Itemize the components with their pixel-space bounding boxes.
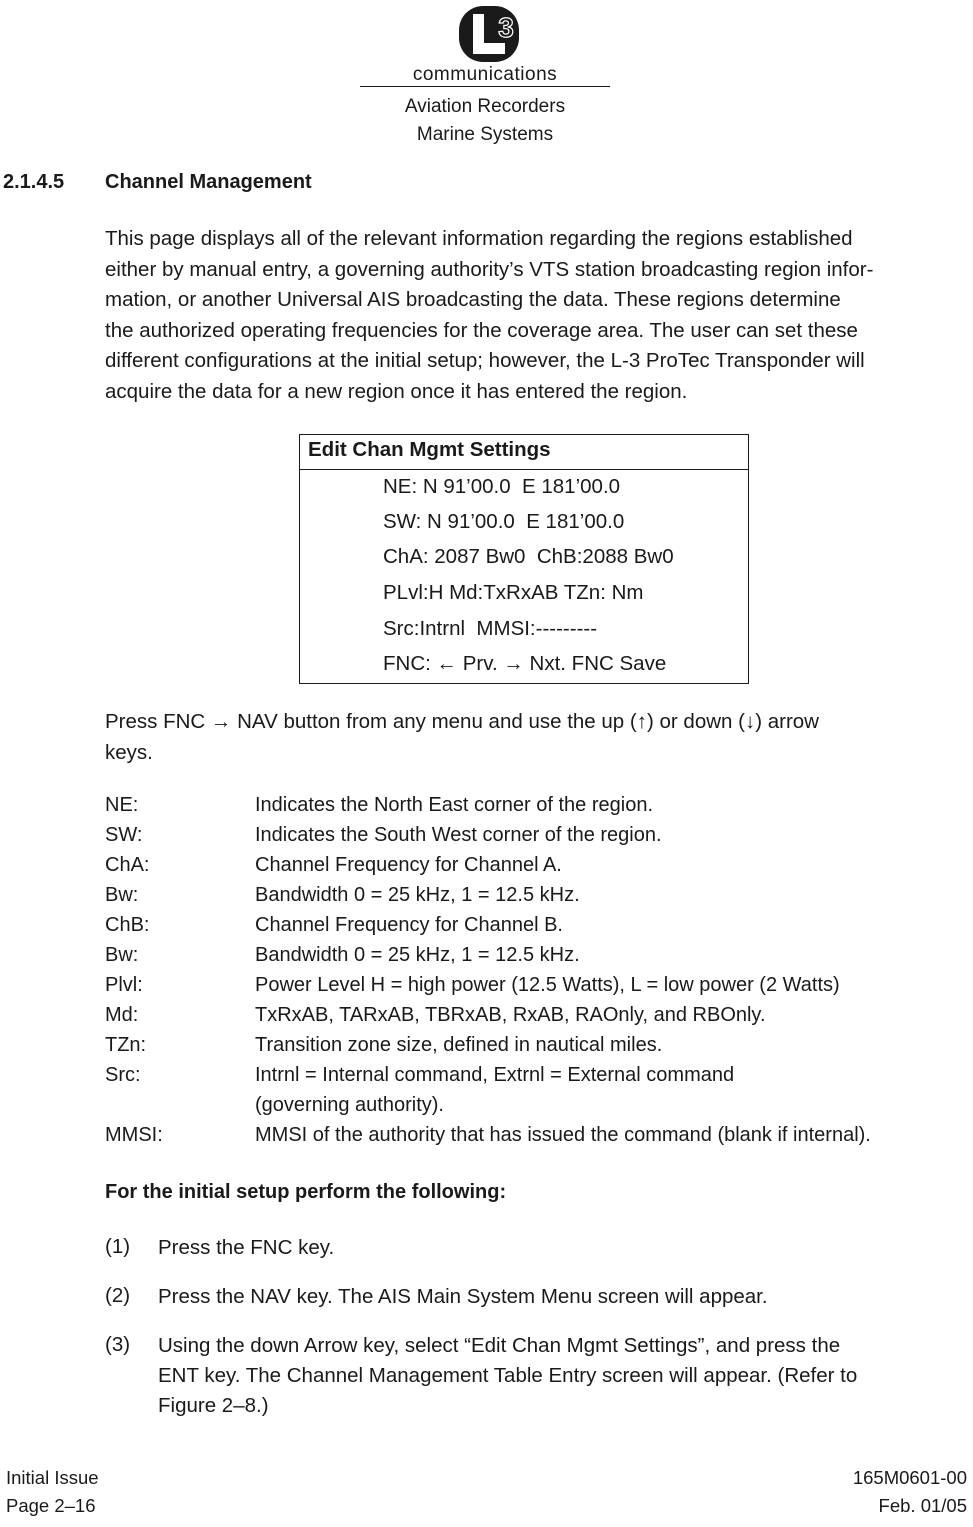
setup-heading: For the initial setup perform the following: [105, 1181, 507, 1203]
section-title: Channel Management [105, 171, 312, 193]
screen-line-source: Src:Intrnl MMSI:--------- [383, 617, 598, 640]
section-number: 2.1.4.5 [3, 171, 65, 193]
def-text: Bandwidth 0 = 25 kHz, 1 = 12.5 kHz. [255, 884, 580, 906]
l3-logo-icon [457, 4, 521, 64]
intro-line: acquire the data for a new region once it has entered the region. [105, 379, 688, 403]
def-term: ChB: [105, 914, 150, 936]
screen-line-ne: NE: N 91’00.0 E 181’00.0 [383, 475, 621, 498]
header-rule [360, 86, 610, 87]
screen-title: Edit Chan Mgmt Settings [308, 438, 551, 461]
def-term: ChA: [105, 854, 150, 876]
step-text [158, 1331, 958, 1421]
screen-line-fnc: FNC: ← Prv. → Nxt. FNC Save [383, 652, 667, 675]
intro-line: the authorized operating frequencies for the coverage area. The user can set these [105, 318, 858, 342]
step-line: Using the down Arrow key, select “Edit Chan Mgmt Settings”, and press the [158, 1334, 841, 1357]
step-number: (2) [105, 1284, 131, 1307]
def-text: TxRxAB, TARxAB, TBRxAB, RxAB, RAOnly, and RBOnly. [255, 1004, 766, 1026]
intro-line: This page displays all of the relevant information regarding the regions established [105, 227, 853, 250]
def-text: Power Level H = high power (12.5 Watts), L = low power (2 Watts) [255, 974, 840, 996]
step-line: Figure 2–8.) [158, 1394, 269, 1417]
def-text: (governing authority). [255, 1094, 444, 1116]
def-text: Transition zone size, defined in nautical miles. [255, 1034, 663, 1056]
intro-line: mation, or another Universal AIS broadcasting the data. These regions determine [105, 288, 841, 312]
press-instructions [105, 707, 965, 768]
def-term: NE: [105, 794, 139, 816]
def-term: SW: [105, 824, 143, 846]
def-term: Src: [105, 1064, 141, 1086]
screen-line-sw: SW: N 91’00.0 E 181’00.0 [383, 510, 625, 533]
step-number: (1) [105, 1235, 131, 1258]
step-line: ENT key. The Channel Management Table Entry screen will appear. (Refer to [158, 1364, 858, 1387]
step-line: Press the FNC key. [158, 1236, 335, 1259]
def-term: Plvl: [105, 974, 143, 996]
intro-line: either by manual entry, a governing authority’s VTS station broadcasting region infor- [105, 257, 874, 281]
company-wordmark: communications [412, 64, 558, 85]
svg-text:3: 3 [498, 12, 514, 43]
step-line: Press the NAV key. The AIS Main System Menu screen will appear. [158, 1285, 768, 1308]
def-text: Channel Frequency for Channel A. [255, 854, 562, 876]
def-term: Bw: [105, 884, 139, 906]
def-term: Md: [105, 1004, 139, 1026]
def-term: MMSI: [105, 1124, 163, 1146]
step-text [158, 1233, 958, 1263]
screen-line-channels: ChA: 2087 Bw0 ChB:2088 Bw0 [383, 545, 674, 568]
def-text: Bandwidth 0 = 25 kHz, 1 = 12.5 kHz. [255, 944, 580, 966]
footer-page: Page 2–16 [6, 1495, 96, 1516]
def-term: Bw: [105, 944, 139, 966]
def-text: Intrnl = Internal command, Extrnl = External command [255, 1064, 735, 1086]
intro-line: different configurations at the initial setup; however, the L-3 ProTec Transponder will [105, 349, 865, 373]
header-line-1: Aviation Recorders [404, 96, 566, 117]
step-number: (3) [105, 1333, 131, 1356]
def-text: MMSI of the authority that has issued the command (blank if internal). [255, 1124, 871, 1146]
press-line: keys. [105, 740, 153, 764]
footer-date: Feb. 01/05 [878, 1495, 967, 1516]
footer-doc-number: 165M0601-00 [852, 1467, 967, 1488]
step-text [158, 1282, 958, 1312]
chan-mgmt-screen [299, 434, 749, 684]
def-text: Indicates the North East corner of the region. [255, 794, 653, 816]
press-line: Press FNC → NAV button from any menu and use the up (↑) or down (↓) arrow [105, 710, 819, 733]
def-text: Channel Frequency for Channel B. [255, 914, 563, 936]
def-text: Indicates the South West corner of the region. [255, 824, 662, 846]
screen-header [300, 435, 748, 470]
footer-issue: Initial Issue [6, 1467, 99, 1488]
def-term: TZn: [105, 1034, 147, 1056]
intro-paragraph [105, 224, 965, 408]
screen-line-power: PLvl:H Md:TxRxAB TZn: Nm [383, 581, 644, 604]
header-line-2: Marine Systems [416, 124, 554, 145]
